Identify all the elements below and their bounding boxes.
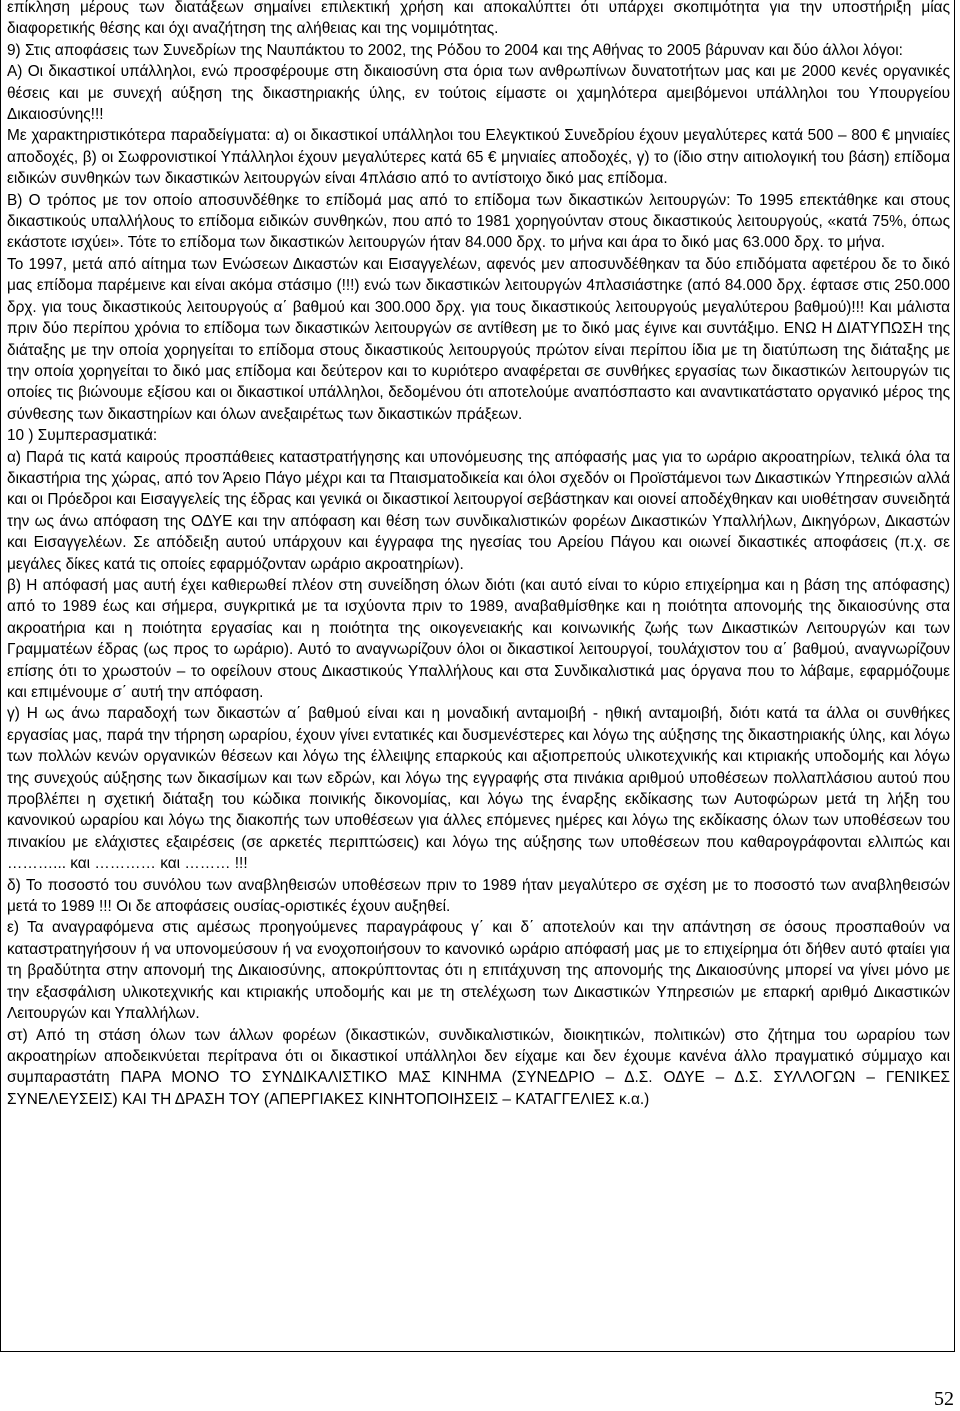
- paragraph-1997: Το 1997, μετά από αίτημα των Ενώσεων Δικαστών και Εισαγγελέων, αφενός μεν αποσυνδέθηκαν τα δύο επιδόματα αφετέρου δε το δικό μας επίδομα παρέμεινε και είναι ακόμα στάσιμο (!!!) ενώ των δικαστικών λειτουργών 4πλασιάστηκε (από 84.000 δρχ. έφτασε στις 250.000 δρχ. για τους δικαστικούς λειτουργούς α΄ βαθμού και 300.000 δρχ. για τους δικαστικούς λειτουργούς μεγαλύτερου βαθμού)!!! Και μάλιστα πριν δύο περίπου χρόνια το επίδομα των δικαστικών λειτουργών σε αντίθεση με το δικό μας έγινε και συντάξιμο. ΕΝΩ Η ΔΙΑΤΥΠΩΣΗ της διάταξης με την οποία χορηγείται το επίδομα στους δικαστικούς λειτουργούς πρώτον είναι περίπου ίδια με τη διατύπωση της διάταξης με την οποία χορηγείται το δικό μας επίδομα και δεύτερον και το κυριότερο αναφέρεται σε συνθήκες εργασίας των δικαστικών λειτουργών τις οποίες τις βιώνουμε εξίσου και οι δικαστικοί υπάλληλοι, δεδομένου ότι αποτελούμε αναπόσπαστο και αναντικατάστατο οργανικό μέρος της σύνθεσης των δικαστηρίων και όλων ανεξαιρέτως των δικαστικών πράξεων.: [7, 255, 950, 423]
- paragraph-9b: Β) Ο τρόπος με τον οποίο αποσυνδέθηκε το επίδομά μας από το επίδομα των δικαστικών λειτουργών: Το 1995 επεκτάθηκε και στους δικαστικούς υπαλλήλους το επίδομα ειδικών συνθηκών, που από το 1981 χορηγούνταν στους δικαστικούς λειτουργούς, «κατά 75%, όπως εκάστοτε ισχύει». Τότε το επίδομα των δικαστικών λειτουργών ήταν 84.000 δρχ. το μήνα και άρα το δικό μας 63.000 δρχ. το μήνα.: [7, 191, 950, 252]
- paragraph-9: 9) Στις αποφάσεις των Συνεδρίων της Ναυπάκτου το 2002, της Ρόδου το 2004 και της Αθήνας το 2005 βάρυναν και δύο άλλοι λόγοι:: [7, 41, 903, 59]
- paragraph-10b: β) Η απόφασή μας αυτή έχει καθιερωθεί πλέον στη συνείδηση όλων διότι (και αυτό είναι το κύριο επιχείρημα και η βάση της απόφασης) από το 1989 έως και σήμερα, συγκριτικά με τα ισχύοντα πριν το 1989, αναβαθμίσθηκε και η ποιότητα απονομής της δικαιοσύνης στα ακροατήρια και η ποιότητα εργασίας και η ποιότητα της οικογενειακής και κοινωνικής ζωής των Δικαστικών Λειτουργών και των Γραμματέων έδρας (ως προς το ωράριο). Αυτό το αναγνωρίζουν όλοι οι δικαστικοί λειτουργοί, τουλάχιστον του α΄ βαθμού, αναγνωρίζουν επίσης ότι το χρωστούν – το οφείλουν στους Δικαστικούς Υπαλλήλους και στα Συνδικαλιστικά μας όργανα που το λάβαμε, εφαρμόζουμε και επιμένουμε σ΄ αυτή την απόφαση.: [7, 576, 950, 701]
- paragraph-9a-examples: Με χαρακτηριστικότερα παραδείγματα: α) οι δικαστικοί υπάλληλοι του Ελεγκτικού Συνεδρίου έχουν μεγαλύτερες κατά 500 – 800 € μηνιαίες αποδοχές, β) οι Σωφρονιστικοί Υπάλληλοι έχουν μεγαλύτερες κατά 65 € μηνιαίες αποδοχές, γ) το (ίδιο στην αιτιολογική του βάση) επίδομα ειδικών συνθηκών των δικαστικών λειτουργών είναι 4πλάσιο από το αντίστοιχο δικό μας επίδομα.: [7, 127, 950, 188]
- paragraph-10a: α) Παρά τις κατά καιρούς προσπάθειες καταστρατήγησης και υπονόμευσης της απόφασής μας για το ωράριο ακροατηρίων, τελικά όλα τα δικαστήρια της χώρας, από τον Άρειο Πάγο μέχρι και τα Πταισματοδικεία και όλοι σχεδόν οι Προϊστάμενοι των Δικαστικών Υπηρεσιών αλλά και οι Πρόεδροι και Εισαγγελείς της έδρας και γενικά οι δικαστικοί λειτουργοί σεβάστηκαν και οιονεί αποδέχθηκαν και υιοθέτησαν συνειδητά την ως άνω απόφαση της ΟΔΥΕ και την απόφαση και θέση των συνδικαλιστικών φορέων Δικαστικών Υπαλλήλων, Δικηγόρων, Δικαστών και Εισαγγελέων. Σε απόδειξη αυτού υπάρχουν και έγγραφα της ηγεσίας του Αρείου Πάγου και οιωνεί δικαστικές αποφάσεις (π.χ. σε μεγάλες δίκες κατά τις οποίες εφαρμόζονταν ωράριο ακροατηρίων).: [7, 448, 950, 573]
- paragraph-10d: δ) Το ποσοστό του συνόλου των αναβληθεισών υποθέσεων πριν το 1989 ήταν μεγαλύτερο σε σχέση με το ποσοστό των αναβληθεισών μετά το 1989 !!! Οι δε αποφάσεις ουσίας-οριστικές έχουν αυξηθεί.: [7, 876, 950, 916]
- paragraph-intro: επίκληση μέρους των διατάξεων σημαίνει επιλεκτική χρήση και αποκαλύπτει ότι υπάρχει σκοπιμότητα για την υποστήριξη μίας διαφορετικής θέσης και όχι αναζήτηση της αλήθειας και της νομιμότητας.: [7, 0, 950, 38]
- page-number: 52: [934, 1388, 954, 1410]
- paragraph-10f: στ) Από τη στάση όλων των άλλων φορέων (δικαστικών, συνδικαλιστικών, διοικητικών, πολιτικών) στο ζήτημα του ωραρίου των ακροατηρίων αποδεικνύεται περίτρανα ότι οι δικαστικοί υπάλληλοι δεν είχαμε και δεν έχουμε κανένα άλλο πραγματικό σύμμαχο και συμπαραστάτη ΠΑΡΑ ΜΟΝΟ ΤΟ ΣΥΝΔΙΚΑΛΙΣΤΙΚΟ ΜΑΣ ΚΙΝΗΜΑ (ΣΥΝΕΔΡΙΟ – Δ.Σ. ΟΔΥΕ – Δ.Σ. ΣΥΛΛΟΓΩΝ – ΓΕΝΙΚΕΣ ΣΥΝΕΛΕΥΣΕΙΣ) ΚΑΙ ΤΗ ΔΡΑΣΗ ΤΟΥ (ΑΠΕΡΓΙΑΚΕΣ ΚΙΝΗΤΟΠΟΙΗΣΕΙΣ – ΚΑΤΑΓΓΕΛΙΕΣ κ.α.): [7, 1026, 950, 1108]
- paragraph-10c: γ) Η ως άνω παραδοχή των δικαστών α΄ βαθμού είναι και η μοναδική ανταμοιβή - ηθική ανταμοιβή, διότι κατά τα άλλα οι συνθήκες εργασίας μας, παρά την τήρηση ωραρίου, έχουν γίνει εντατικές και δυσμενέστερες και λόγω της αύξησης της δικαστηριακής ύλης, και λόγω των πολλών κενών οργανικών θέσεων και λόγω της έλλειψης επαρκούς και αξιοπρεπούς υλικοτεχνικής και κτιριακής υποδομής και λόγω της συνεχούς αύξησης των δικασίμων και των εδρών, και λόγω της εγγραφής στα πινάκια αριθμού υποθέσεων πολλαπλάσιου αυτού που προβλέπει η σχετική διάταξη του κώδικα ποινικής δικονομίας, και λόγω της έναρξης εκδίκασης των Αυτοφώρων μετά τη λήξη του κανονικού ωραρίου και λόγω της διακοπής των υποθέσεων για άλλες επόμενες ημέρες και λόγω της εκδίκασης όλων των υποθέσεων του πινακίου με ελάχιστες εξαιρέσεις (σε αρκετές περιπτώσεις) και λόγω της αύξησης των υποθέσεων που καθαρογράφονται ελλιπώς και ………... και ………… και ……… !!!: [7, 705, 950, 873]
- paragraph-10-heading: 10 ) Συμπερασματικά:: [7, 427, 158, 445]
- document-body: [7, 0, 950, 1110]
- paragraph-10e: ε) Τα αναγραφόμενα στις αμέσως προηγούμενες παραγράφους γ΄ και δ΄ αποτελούν και την απάντηση σε όσους προσπαθούν να καταστρατηγήσουν ή να υπονομεύσουν ή να ενοχοποιήσουν το κανονικό ωράριο απόφασή μας με το επιχείρημα ότι δήθεν αυτό φταίει για τη βραδύτητα στην απονομή της Δικαιοσύνης, αποκρύπτοντας ότι η επιτάχυνση της απονομής της Δικαιοσύνης μπορεί να γίνει μόνο με την εξασφάλιση υλικοτεχνικής και κτιριακής υποδομής και με τη στελέχωση των Δικαστικών Υπηρεσιών με επαρκή αριθμό Δικαστικών Λειτουργών και Υπαλλήλων.: [7, 919, 950, 1023]
- paragraph-9a: Α) Οι δικαστικοί υπάλληλοι, ενώ προσφέρουμε στη δικαιοσύνη στα όρια των ανθρωπίνων δυνατοτήτων μας και με 2000 κενές οργανικές θέσεις και με συνεχή αύξηση της δικαστηριακής ύλης, εν τούτοις είμαστε οι χαμηλότερα αμειβόμενοι υπάλληλοι του Υπουργείου Δικαιοσύνης!!!: [7, 63, 950, 124]
